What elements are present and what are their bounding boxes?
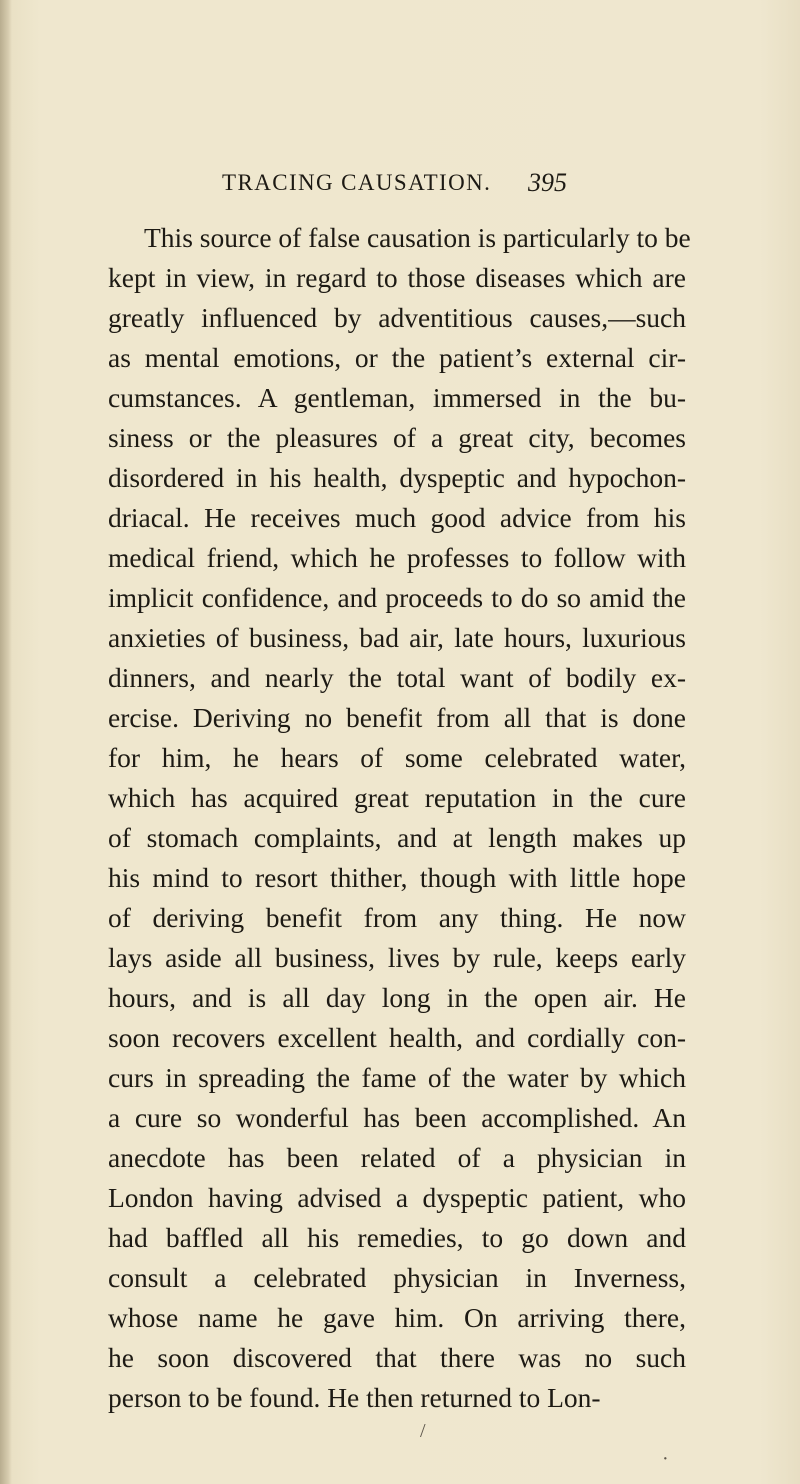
text-line: anecdote has been related of a physician in bbox=[108, 1142, 686, 1173]
text-line: implicit confidence, and proceeds to do so amid the bbox=[108, 582, 686, 613]
text-line: ercise. Deriving no benefit from all that is done bbox=[108, 702, 686, 733]
text-line: of stomach complaints, and at length makes up bbox=[108, 822, 686, 853]
text-line: consult a celebrated physician in Inverness, bbox=[108, 1262, 686, 1293]
text-line: curs in spreading the fame of the water by which bbox=[108, 1062, 686, 1093]
text-line: which has acquired great reputation in the cure bbox=[108, 782, 686, 813]
text-line: cumstances. A gentleman, immersed in the bu- bbox=[108, 382, 686, 413]
text-line: person to be found. He then returned to Lon- bbox=[108, 1382, 601, 1413]
paper-speck: / bbox=[420, 1420, 426, 1442]
text-line: disordered in his health, dyspeptic and hypochon- bbox=[108, 462, 686, 493]
page-gutter-shadow bbox=[0, 0, 12, 1484]
text-line: lays aside all business, lives by rule, keeps early bbox=[108, 942, 686, 973]
text-line: This source of false causation is particularly to be bbox=[144, 222, 691, 253]
text-line: greatly influenced by adventitious causes,—such bbox=[108, 302, 686, 333]
page-header bbox=[0, 170, 800, 204]
text-line: siness or the pleasures of a great city, becomes bbox=[108, 422, 686, 453]
text-line: his mind to resort thither, though with little hope bbox=[108, 862, 686, 893]
text-line: kept in view, in regard to those diseases which are bbox=[108, 262, 686, 293]
running-head: TRACING CAUSATION. bbox=[222, 170, 492, 195]
text-line: as mental emotions, or the patient’s external cir- bbox=[108, 342, 686, 373]
text-line: whose name he gave him. On arriving there, bbox=[108, 1302, 686, 1333]
paper-speck: · bbox=[662, 1448, 669, 1470]
text-line: of deriving benefit from any thing. He now bbox=[108, 902, 686, 933]
text-line: hours, and is all day long in the open air. He bbox=[108, 982, 686, 1013]
text-line: London having advised a dyspeptic patient, who bbox=[108, 1182, 686, 1213]
text-line: driacal. He receives much good advice from his bbox=[108, 502, 686, 533]
text-line: had baffled all his remedies, to go down and bbox=[108, 1222, 686, 1253]
text-line: dinners, and nearly the total want of bodily ex- bbox=[108, 662, 686, 693]
page-number: 395 bbox=[528, 168, 567, 197]
text-line: medical friend, which he professes to follow with bbox=[108, 542, 686, 573]
text-line: anxieties of business, bad air, late hours, luxurious bbox=[108, 622, 686, 653]
text-line: for him, he hears of some celebrated water, bbox=[108, 742, 686, 773]
text-line: a cure so wonderful has been accomplished. An bbox=[108, 1102, 686, 1133]
text-line: soon recovers excellent health, and cordially con- bbox=[108, 1022, 686, 1053]
text-line: he soon discovered that there was no such bbox=[108, 1342, 686, 1373]
